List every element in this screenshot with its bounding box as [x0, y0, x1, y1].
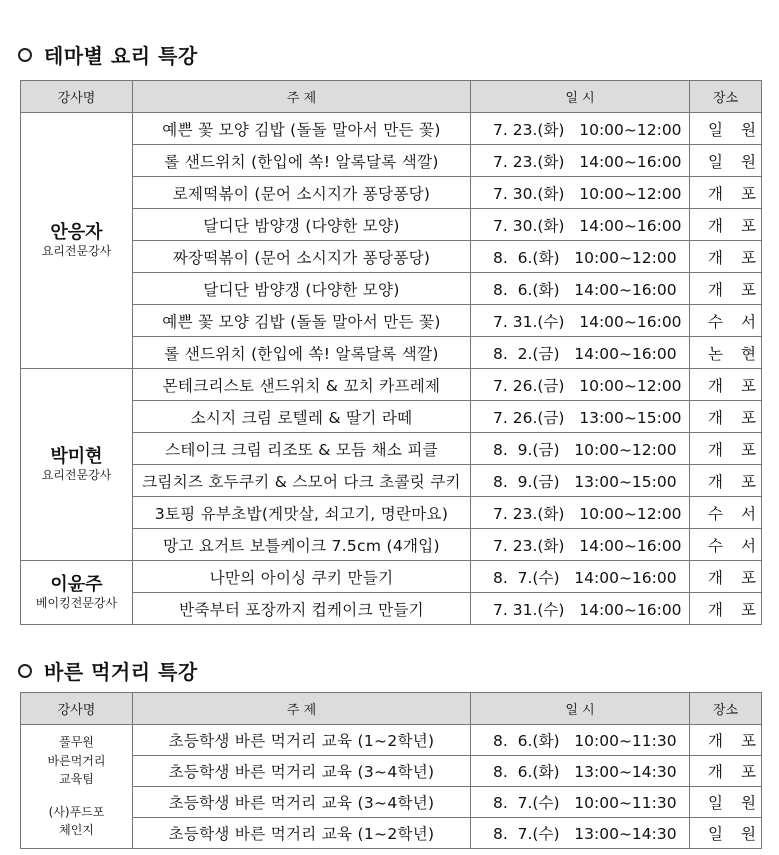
- instructor-cell: [21, 113, 133, 369]
- table-row: [21, 241, 762, 273]
- datetime-cell: [471, 369, 690, 401]
- table-row: [21, 209, 762, 241]
- place-cell: 수서: [690, 497, 762, 529]
- table-row: [21, 818, 762, 849]
- datetime-cell: [471, 145, 690, 177]
- time-text: 14:00~16:00: [574, 344, 677, 363]
- topic-cell: 예쁜 꽃 모양 김밥 (돌돌 말아서 만든 꽃): [133, 305, 471, 337]
- place-cell: 수서: [690, 305, 762, 337]
- instructor-title: 요리전문강사: [41, 468, 112, 483]
- instructor-name: 이윤주: [50, 574, 103, 595]
- datetime-cell: [471, 209, 690, 241]
- topic-cell: 초등학생 바른 먹거리 교육 (1~2학년): [133, 725, 471, 756]
- table-row: [21, 273, 762, 305]
- place-cell: 개포: [690, 177, 762, 209]
- place-cell: 개포: [690, 433, 762, 465]
- table-row: [21, 529, 762, 561]
- header-datetime: 일 시: [471, 81, 690, 113]
- time-text: 10:00~12:00: [574, 440, 677, 459]
- topic-cell: 초등학생 바른 먹거리 교육 (1~2학년): [133, 818, 471, 849]
- theme-cooking-table: [20, 80, 774, 625]
- date-text: 7. 23.(화): [493, 536, 565, 555]
- time-text: 10:00~12:00: [574, 248, 677, 267]
- datetime-cell: [471, 177, 690, 209]
- date-text: 7. 23.(화): [493, 120, 565, 139]
- header-place: 장소: [690, 693, 762, 725]
- time-text: 14:00~16:00: [574, 568, 677, 587]
- table-row: [21, 113, 762, 145]
- place-cell: 개포: [690, 369, 762, 401]
- place-cell: 개포: [690, 725, 762, 756]
- header-instructor: 강사명: [21, 693, 133, 725]
- table-row: [21, 497, 762, 529]
- section-title-healthy: [18, 656, 198, 685]
- instructor-title: 베이킹전문강사: [35, 596, 118, 611]
- date-text: 8. 7.(수): [493, 825, 560, 843]
- topic-cell: 크림치즈 호두쿠키 & 스모어 다크 초콜릿 쿠키: [133, 465, 471, 497]
- header-topic: 주 제: [133, 81, 471, 113]
- place-cell: 일원: [690, 818, 762, 849]
- datetime-cell: [471, 465, 690, 497]
- place-cell: 개포: [690, 273, 762, 305]
- table-row: [21, 561, 762, 593]
- place-cell: 일원: [690, 145, 762, 177]
- topic-cell: 스테이크 크림 리조또 & 모듬 채소 피클: [133, 433, 471, 465]
- table-row: [21, 787, 762, 818]
- instructor-line: 체인지: [59, 823, 94, 838]
- topic-cell: 소시지 크림 로텔레 & 딸기 라떼: [133, 401, 471, 433]
- date-text: 7. 31.(수): [493, 600, 565, 619]
- date-text: 8. 6.(화): [493, 732, 560, 750]
- time-text: 10:00~11:30: [574, 794, 677, 812]
- topic-cell: 초등학생 바른 먹거리 교육 (3~4학년): [133, 787, 471, 818]
- table-row: [21, 756, 762, 787]
- date-text: 8. 9.(금): [493, 472, 560, 491]
- date-text: 7. 30.(화): [493, 216, 565, 235]
- topic-cell: 롤 샌드위치 (한입에 쏙! 알록달록 색깔): [133, 145, 471, 177]
- datetime-cell: [471, 337, 690, 369]
- date-text: 8. 6.(화): [493, 280, 560, 299]
- date-text: 8. 6.(화): [493, 763, 560, 781]
- date-text: 8. 7.(수): [493, 794, 560, 812]
- time-text: 10:00~11:30: [574, 732, 677, 750]
- date-text: 7. 26.(금): [493, 376, 565, 395]
- time-text: 14:00~16:00: [579, 152, 682, 171]
- place-cell: 개포: [690, 209, 762, 241]
- table-row: [21, 305, 762, 337]
- place-cell: 수서: [690, 529, 762, 561]
- datetime-cell: [471, 561, 690, 593]
- table-row: [21, 337, 762, 369]
- place-cell: 개포: [690, 465, 762, 497]
- date-text: 7. 23.(화): [493, 504, 565, 523]
- date-text: 7. 31.(수): [493, 312, 565, 331]
- datetime-cell: [471, 433, 690, 465]
- topic-cell: 달디단 밤양갱 (다양한 모양): [133, 273, 471, 305]
- time-text: 14:00~16:00: [579, 312, 682, 331]
- datetime-cell: [471, 725, 690, 756]
- time-text: 13:00~15:00: [574, 472, 677, 491]
- place-cell: 개포: [690, 241, 762, 273]
- date-text: 8. 9.(금): [493, 440, 560, 459]
- topic-cell: 몬테크리스토 샌드위치 & 꼬치 카프레제: [133, 369, 471, 401]
- header-datetime: 일 시: [471, 693, 690, 725]
- topic-cell: 3토핑 유부초밥(게맛살, 쇠고기, 명란마요): [133, 497, 471, 529]
- topic-cell: 나만의 아이싱 쿠키 만들기: [133, 561, 471, 593]
- topic-cell: 롤 샌드위치 (한입에 쏙! 알록달록 색깔): [133, 337, 471, 369]
- place-cell: 개포: [690, 756, 762, 787]
- date-text: 7. 23.(화): [493, 152, 565, 171]
- section-title-text: 바른 먹거리 특강: [44, 660, 198, 684]
- datetime-cell: [471, 756, 690, 787]
- instructor-name: 박미현: [50, 446, 103, 467]
- datetime-cell: [471, 305, 690, 337]
- section-title-text: 테마별 요리 특강: [44, 44, 198, 68]
- datetime-cell: [471, 787, 690, 818]
- topic-cell: 짜장떡볶이 (문어 소시지가 퐁당퐁당): [133, 241, 471, 273]
- time-text: 14:00~16:00: [574, 280, 677, 299]
- topic-cell: 망고 요거트 보틀케이크 7.5cm (4개입): [133, 529, 471, 561]
- healthy-eating-table: [20, 692, 774, 849]
- time-text: 10:00~12:00: [579, 184, 682, 203]
- place-cell: 개포: [690, 561, 762, 593]
- time-text: 14:00~16:00: [579, 536, 682, 555]
- time-text: 10:00~12:00: [579, 376, 682, 395]
- header-topic: 주 제: [133, 693, 471, 725]
- date-text: 8. 6.(화): [493, 248, 560, 267]
- date-text: 8. 7.(수): [493, 568, 560, 587]
- instructor-title: 요리전문강사: [41, 244, 112, 259]
- circle-bullet-icon: [18, 664, 32, 678]
- datetime-cell: [471, 113, 690, 145]
- table-row: [21, 465, 762, 497]
- time-text: 14:00~16:00: [579, 216, 682, 235]
- date-text: 7. 26.(금): [493, 408, 565, 427]
- table-row: [21, 725, 762, 756]
- instructor-name: 안응자: [50, 222, 103, 243]
- table-row: [21, 369, 762, 401]
- table-row: [21, 177, 762, 209]
- table-row: [21, 145, 762, 177]
- header-instructor: 강사명: [21, 81, 133, 113]
- section-title-theme: [18, 40, 198, 69]
- topic-cell: 달디단 밤양갱 (다양한 모양): [133, 209, 471, 241]
- time-text: 14:00~16:00: [579, 600, 682, 619]
- instructor-line: 바른먹거리: [47, 753, 106, 768]
- time-text: 10:00~12:00: [579, 120, 682, 139]
- topic-cell: 예쁜 꽃 모양 김밥 (돌돌 말아서 만든 꽃): [133, 113, 471, 145]
- datetime-cell: [471, 818, 690, 849]
- time-text: 13:00~15:00: [579, 408, 682, 427]
- place-cell: 일원: [690, 787, 762, 818]
- topic-cell: 반죽부터 포장까지 컵케이크 만들기: [133, 593, 471, 625]
- datetime-cell: [471, 593, 690, 625]
- time-text: 13:00~14:30: [574, 763, 677, 781]
- time-text: 10:00~12:00: [579, 504, 682, 523]
- time-text: 13:00~14:30: [574, 825, 677, 843]
- date-text: 7. 30.(화): [493, 184, 565, 203]
- instructor-cell: [21, 369, 133, 561]
- place-cell: 논현: [690, 337, 762, 369]
- datetime-cell: [471, 273, 690, 305]
- instructor-line: (사)푸드포: [48, 804, 105, 819]
- datetime-cell: [471, 401, 690, 433]
- place-cell: 개포: [690, 401, 762, 433]
- header-place: 장소: [690, 81, 762, 113]
- instructor-cell: [21, 725, 133, 849]
- topic-cell: 초등학생 바른 먹거리 교육 (3~4학년): [133, 756, 471, 787]
- table-row: [21, 401, 762, 433]
- datetime-cell: [471, 529, 690, 561]
- topic-cell: 로제떡볶이 (문어 소시지가 퐁당퐁당): [133, 177, 471, 209]
- datetime-cell: [471, 241, 690, 273]
- instructor-line: 교육팀: [59, 772, 94, 787]
- instructor-line: 풀무원: [59, 735, 94, 750]
- circle-bullet-icon: [18, 48, 32, 62]
- place-cell: 일원: [690, 113, 762, 145]
- table-row: [21, 593, 762, 625]
- table-row: [21, 433, 762, 465]
- datetime-cell: [471, 497, 690, 529]
- date-text: 8. 2.(금): [493, 344, 560, 363]
- instructor-cell: [21, 561, 133, 625]
- place-cell: 개포: [690, 593, 762, 625]
